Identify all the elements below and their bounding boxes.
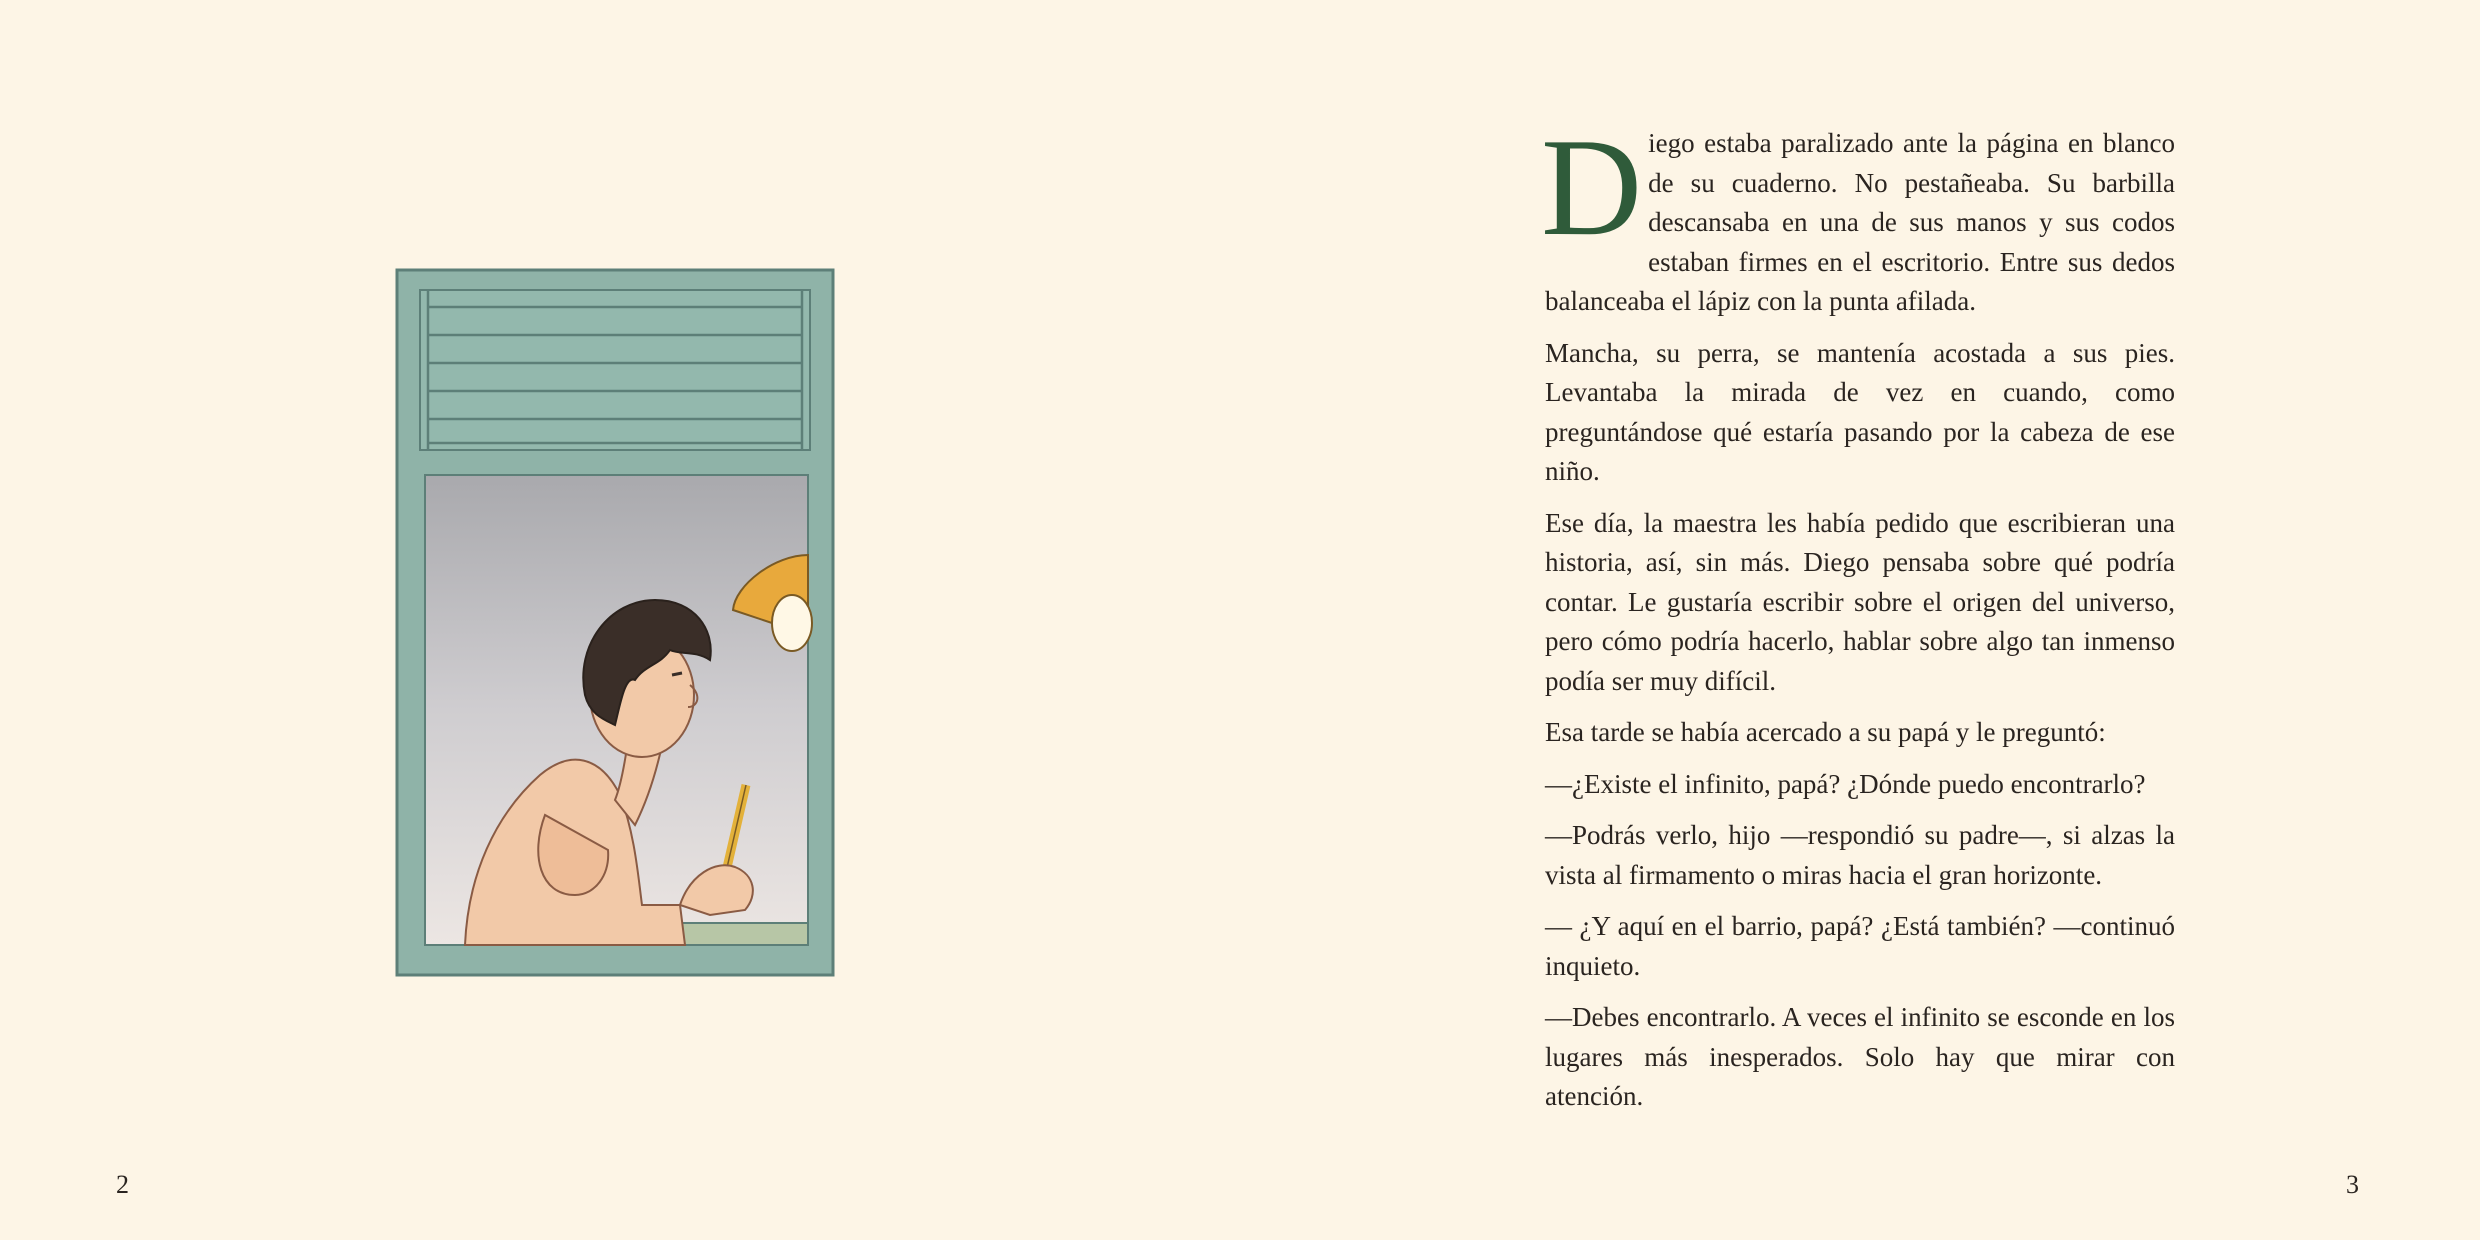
paragraph-5: —¿Existe el infinito, papá? ¿Dónde puedo encontrarlo?: [1545, 768, 2146, 799]
paragraph-8: —Debes encontrarlo. A veces el infinito se esconde en los lugares más inesperados. Solo hay que mirar con atención.: [1545, 1002, 2175, 1111]
page-number-right: 3: [2346, 1170, 2359, 1199]
paragraph-3: Ese día, la maestra les había pedido que escribieran una historia, así, sin más. Diego pensaba sobre qué podría contar. Le gustaría escribir sobre el origen del universo, pero cómo podría hacerlo, hablar sobre algo tan inmenso podía ser muy difícil.: [1545, 507, 2175, 696]
page-number-left: 2: [116, 1170, 129, 1199]
paragraph-4: Esa tarde se había acercado a su papá y le preguntó:: [1545, 717, 2106, 747]
boy-at-window-drawing: [380, 255, 850, 1000]
paragraph-6: —Podrás verlo, hijo —respondió su padre—, si alzas la vista al firmamento o miras hacia el gran horizonte.: [1545, 820, 2175, 890]
window-illustration: [380, 255, 850, 1000]
paragraph-1: [1541, 110, 2175, 322]
paragraph-7: — ¿Y aquí en el barrio, papá? ¿Está también? —continuó inquieto.: [1545, 911, 2175, 981]
drop-cap: D: [1541, 110, 1643, 265]
story-text: [1541, 110, 2175, 1129]
paragraph-1-text: iego estaba paralizado ante la página en blanco de su cuaderno. No pestañeaba. Su barbilla descansaba en una de sus manos y sus codos estaban firmes en el escritorio. Entre sus dedos balanceaba el lápiz con la punta afilada.: [1545, 128, 2175, 316]
paragraph-2: Mancha, su perra, se mantenía acostada a sus pies. Levantaba la mirada de vez en cuando, como preguntándose qué estaría pasando por la cabeza de ese niño.: [1545, 337, 2175, 486]
